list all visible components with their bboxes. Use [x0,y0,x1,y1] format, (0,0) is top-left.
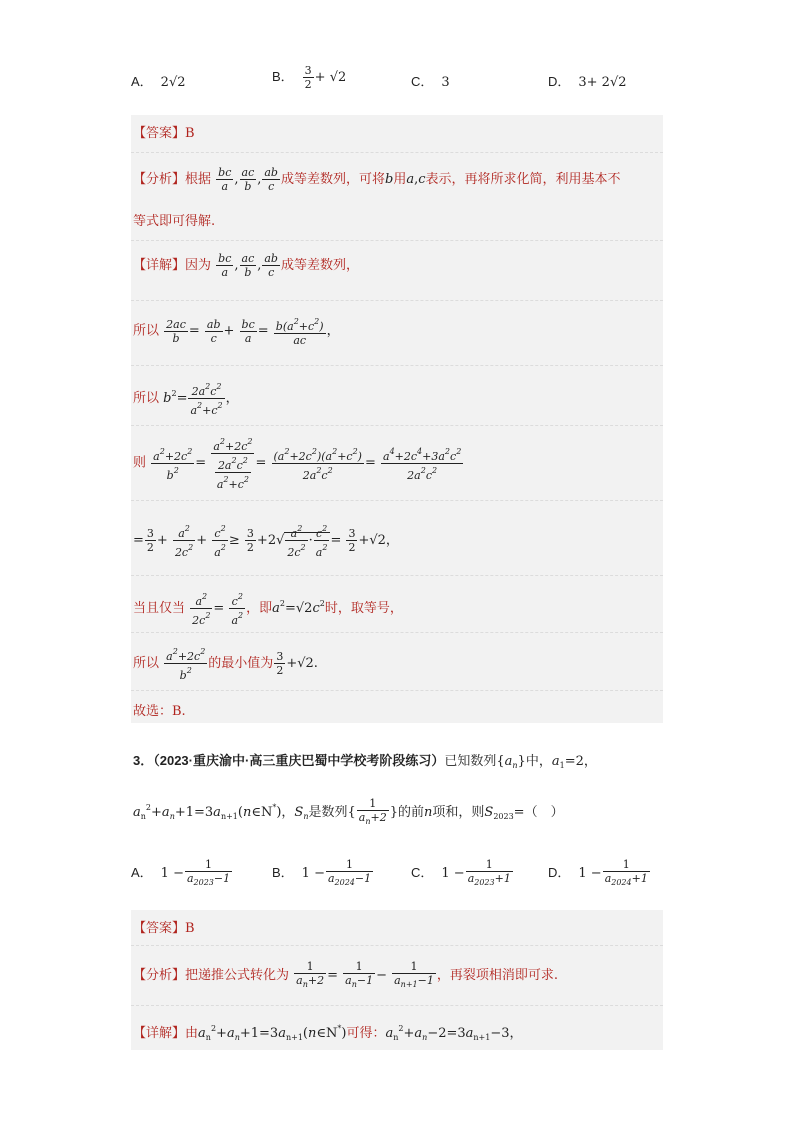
q3-option-c: C． 1 − $\frac{1}{a_{2023}+1}$ [411,858,511,887]
q2-analysis-line1: 【分析】根据 $\frac{bc}{a}$ , $\frac{ac}{b}$ , $\frac{ab}{c}$ 成等差数列，可将b用a,c表示，再将所求化简，利用基本不 [133,166,621,193]
q3-answer: 【答案】B [133,920,195,936]
q2-option-c: C． 3 [411,74,450,90]
q2-conclusion: 故选：B. [133,704,186,719]
q2-detail-line3: 所以 $b^2=$ $\frac{2a^2c^2}{a^2+c^2}$ ， [133,382,239,417]
q2-detail-line7: 所以 $\frac{a^2+2c^2}{b^2}$ 的最小值为 $\frac{3}{2}$ +√2. [133,647,318,682]
q2-detail-line1: 【详解】因为 $\frac{bc}{a}$ , $\frac{ac}{b}$ , $\frac{ab}{c}$ 成等差数列， [133,252,359,279]
q3-option-b: B． 1 − $\frac{1}{a_{2024}-1}$ [272,858,372,887]
q3-analysis: 【分析】把递推公式转化为 $\frac{1}{a_n+2}$ = $\frac{1}{a_n-1}$ − $\frac{1}{a_{n+1}-1}$ ，再裂项相消即可求. [133,960,558,989]
q3-stem-line2: $a_n^2+a_n+1=3a_{n+1}(n\in N^*)$，$S_n$是数列{ $\frac{1}{a_n+2}$ }的前n项和，则$S_{2023}=$（ ） [133,797,564,826]
q2-detail-line2: 所以 $\frac{2ac}{b}$ = $\frac{ab}{c}$ + $\frac{bc}{a}$ = $\frac{b(a^2+c^2)}{ac}$ ， [133,317,340,347]
q2-detail-line4: 则 $\frac{a^2+2c^2}{b^2}$ = $\frac{a^2+2c^2}{\frac{2a^2c^2}{a^2+c^2}}$ = $\frac{(a^2+2c^2)(a^2+c^2)}{2a^2c^2}$ = $\frac{a^4+2c^4+3a^2c^2}{2a^2c^2}$ [133,437,462,491]
q3-option-a: A． 1 − $\frac{1}{a_{2023}-1}$ [131,858,231,887]
q2-option-a: A． 2√2 [131,74,186,90]
q2-detail-line5: = $\frac{3}{2}$ + $\frac{a^2}{2c^2}$ + $\frac{c^2}{a^2}$ ≥ $\frac{3}{2}$ +2√ $\frac{a^2}{2c^2}$ · $\frac{c^2}{a^2}$ = $\frac{3}{2}$ +√2， [133,524,399,559]
q2-answer: 【答案】B [133,125,195,141]
q3-detail: 【详解】由$a_n^2+a_n+1=3a_{n+1}(n\in N^*)$可得：$a_n^2+a_n-2=3a_{n+1}-3$， [133,1024,523,1042]
q2-option-d: D． 3+ 2√2 [548,74,627,90]
q2-option-b: B． $\frac{3}{2}$ + √2 [272,64,347,91]
q2-analysis-line2: 等式即可得解. [133,214,216,229]
q3-stem-line1: 3．（2023·重庆渝中·高三重庆巴蜀中学校考阶段练习）已知数列$\{a_n\}$中，$a_1=2$， [133,753,597,770]
q2-detail-line6: 当且仅当 $\frac{a^2}{2c^2}$ = $\frac{c^2}{a^2}$ ，即$a^2=√2c^2$时，取等号， [133,592,403,627]
q3-option-d: D． 1 − $\frac{1}{a_{2024}+1}$ [548,858,648,887]
